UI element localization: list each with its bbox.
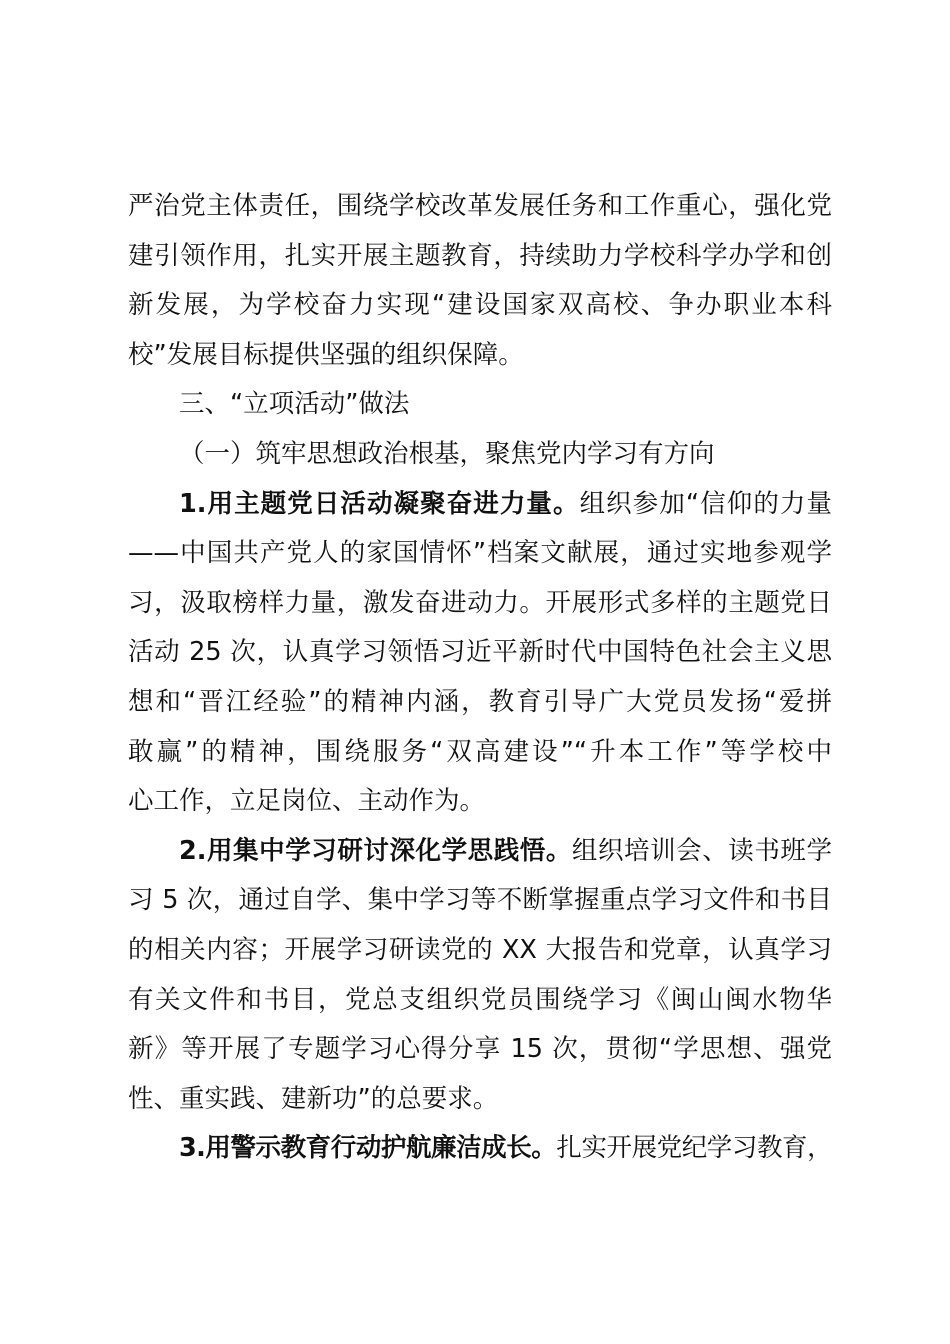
- text-line: 的相关内容；开展学习研读党的 XX 大报告和党章，认真学习: [128, 934, 832, 965]
- paragraph-1: [128, 182, 832, 380]
- text-line: 新发展，为学校奋力实现“建设国家双高校、争办职业本科: [128, 290, 832, 321]
- text-line: 活动 25 次，认真学习领悟习近平新时代中国特色社会主义思: [128, 637, 832, 668]
- item-1-paragraph: [128, 480, 832, 827]
- item-3-title: 3.用警示教育行动护航廉洁成长。: [179, 1133, 557, 1164]
- item-1-title: 1.用主题党日活动凝聚奋进力量。: [179, 488, 580, 519]
- text-line: 有关文件和书目，党总支组织党员围绕学习《闽山闽水物华: [128, 984, 832, 1015]
- subheading-text: （一）筑牢思想政治根基，聚焦党内学习有方向: [179, 438, 715, 469]
- text-line: 敢赢”的精神，围绕服务“双高建设”“升本工作”等学校中: [128, 736, 832, 767]
- text-line: [128, 1124, 832, 1174]
- text-line: 新》等开展了专题学习心得分享 15 次，贯彻“学思想、强党: [128, 1034, 832, 1065]
- item-2-paragraph: [128, 827, 832, 1125]
- text-line: 心工作，立足岗位、主动作为。: [128, 786, 486, 817]
- text-line: 严治党主体责任，围绕学校改革发展任务和工作重心，强化党: [128, 191, 832, 221]
- item-2-title: 2.用集中学习研讨深化学思践悟。: [179, 835, 572, 866]
- text-line: [128, 827, 832, 877]
- subheading-1: [128, 430, 832, 480]
- item-2-first-text: 组织培训会、读书班学: [571, 835, 832, 866]
- text-line: 校”发展目标提供坚强的组织保障。: [128, 339, 524, 370]
- text-line: ——中国共产党人的家国情怀”档案文献展，通过实地参观学: [128, 538, 832, 569]
- text-line: 建引领作用，扎实开展主题教育，持续助力学校科学办学和创: [128, 240, 832, 271]
- text-line: [128, 480, 832, 530]
- text-line: 想和“晋江经验”的精神内涵，教育引导广大党员发扬“爱拼: [128, 686, 832, 717]
- item-3-first-text: 扎实开展党纪学习教育，: [556, 1133, 832, 1164]
- item-1-first-text: 组织参加“信仰的力量: [579, 488, 832, 519]
- item-3-paragraph: [128, 1124, 832, 1174]
- document-body: [128, 182, 832, 1174]
- section-heading-text: 三、“立项活动”做法: [179, 389, 410, 420]
- text-line: 性、重实践、建新功”的总要求。: [128, 1083, 499, 1114]
- text-line: 习 5 次，通过自学、集中学习等不断掌握重点学习文件和书目: [128, 885, 832, 916]
- text-line: 习，汲取榜样力量，激发奋进动力。开展形式多样的主题党日: [128, 587, 832, 618]
- section-heading-3: [128, 380, 832, 430]
